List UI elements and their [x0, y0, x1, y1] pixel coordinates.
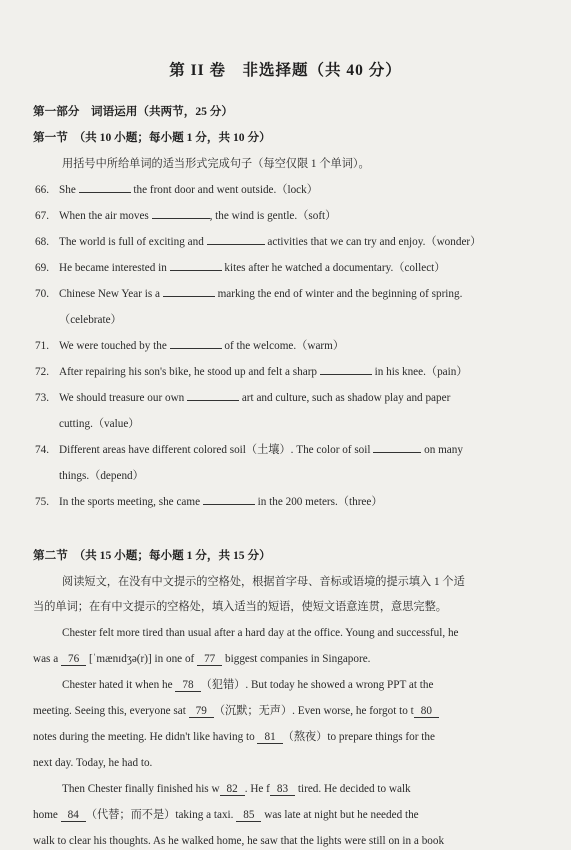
- question-text-before: We should treasure our own: [59, 392, 185, 404]
- passage-text: [ˈmænɪdʒə(r)] in one of: [88, 653, 195, 665]
- question-text-before: Chinese New Year is a: [59, 288, 160, 300]
- section2-instruction-line1: 阅读短文，在没有中文提示的空格处，根据首字母、音标或语境的提示填入 1 个适: [62, 576, 465, 588]
- passage-line: [33, 807, 419, 823]
- question-text-before: After repairing his son's bike, he stood up and felt a sharp: [59, 366, 318, 378]
- question-text-after: marking the end of winter and the beginning of spring.: [217, 288, 463, 300]
- section2-instruction-line2: 当的单词；在有中文提示的空格处，填入适当的短语，使短文语意连贯，意思完整。: [33, 601, 447, 613]
- question-70-continued: （celebrate）: [59, 314, 122, 326]
- passage-text: Then Chester finally finished his w: [62, 783, 220, 795]
- blank-78[interactable]: 78: [175, 679, 200, 692]
- answer-blank[interactable]: [203, 494, 255, 505]
- blank-83[interactable]: 83: [270, 783, 295, 796]
- part1-heading: 第一部分 词语运用（共两节，25 分）: [33, 105, 233, 118]
- question-68: [35, 234, 481, 250]
- question-text-after: in the 200 meters.（three）: [257, 496, 383, 508]
- passage-line: [33, 651, 370, 667]
- blank-85[interactable]: 85: [236, 809, 261, 822]
- question-number: 75.: [35, 496, 49, 508]
- question-text-before: He became interested in: [59, 262, 167, 274]
- question-text-before: When the air moves: [59, 210, 149, 222]
- passage-line: Chester felt more tired than usual after a hard day at the office. Young and successful, he: [62, 627, 459, 639]
- question-text-after: the front door and went outside.（lock）: [133, 184, 318, 196]
- question-number: 66.: [35, 184, 49, 196]
- question-number: 67.: [35, 210, 49, 222]
- passage-text: （沉默；无声）. Even worse, he forgot to t: [213, 705, 414, 717]
- blank-80[interactable]: 80: [414, 705, 439, 718]
- passage-text: was a: [33, 653, 59, 665]
- answer-blank[interactable]: [152, 208, 210, 219]
- question-text-after: in his knee.（pain）: [374, 366, 468, 378]
- blank-81[interactable]: 81: [257, 731, 282, 744]
- passage-text: notes during the meeting. He didn't like having to: [33, 731, 255, 743]
- page-title: 第 II 卷 非选择题（共 40 分）: [169, 62, 402, 79]
- passage-text: （代替；而不是）taking a taxi.: [85, 809, 234, 821]
- blank-84[interactable]: 84: [61, 809, 86, 822]
- answer-blank[interactable]: [207, 234, 265, 245]
- answer-blank[interactable]: [170, 260, 222, 271]
- question-text-before: She: [59, 184, 76, 196]
- question-72: [35, 364, 468, 380]
- passage-line: [33, 729, 435, 745]
- question-73: [35, 390, 450, 406]
- passage-line: [33, 703, 439, 719]
- answer-blank[interactable]: [373, 442, 421, 453]
- question-66: [35, 182, 318, 198]
- question-text-before: In the sports meeting, she came: [59, 496, 201, 508]
- question-text-after: on many: [424, 444, 463, 456]
- question-number: 69.: [35, 262, 49, 274]
- passage-line: next day. Today, he had to.: [33, 757, 153, 769]
- blank-77[interactable]: 77: [197, 653, 222, 666]
- answer-blank[interactable]: [163, 286, 215, 297]
- question-number: 70.: [35, 288, 49, 300]
- passage-line: [62, 781, 411, 797]
- passage-text: . He f: [244, 783, 270, 795]
- question-75: [35, 494, 383, 510]
- question-71: [35, 338, 344, 354]
- passage-text: biggest companies in Singapore.: [225, 653, 371, 665]
- answer-blank[interactable]: [187, 390, 239, 401]
- passage-line: walk to clear his thoughts. As he walked home, he saw that the lights were still on in a book: [33, 835, 445, 847]
- question-text-after: activities that we can try and enjoy.（wonder）: [267, 236, 482, 248]
- question-number: 68.: [35, 236, 49, 248]
- blank-79[interactable]: 79: [189, 705, 214, 718]
- section1-instruction: 用括号中所给单词的适当形式完成句子（每空仅限 1 个单词）。: [62, 158, 370, 170]
- question-74: [35, 442, 463, 458]
- blank-82[interactable]: 82: [220, 783, 245, 796]
- question-text-after: , the wind is gentle.（soft）: [209, 210, 337, 222]
- question-number: 71.: [35, 340, 49, 352]
- question-number: 72.: [35, 366, 49, 378]
- passage-line: [62, 677, 433, 693]
- section1-heading: 第一节 （共 10 小题；每小题 1 分，共 10 分）: [33, 131, 271, 144]
- question-70: [35, 286, 462, 302]
- answer-blank[interactable]: [320, 364, 372, 375]
- question-74-continued: things.（depend）: [59, 470, 144, 482]
- question-text-after: kites after he watched a documentary.（collect）: [224, 262, 446, 274]
- question-text-before: Different areas have different colored soil（土壤）. The color of soil: [59, 444, 371, 456]
- answer-blank[interactable]: [170, 338, 222, 349]
- passage-text: （熬夜）to prepare things for the: [282, 731, 435, 743]
- passage-text: meeting. Seeing this, everyone sat: [33, 705, 186, 717]
- question-text-after: of the welcome.（warm）: [224, 340, 345, 352]
- passage-text: （犯错）. But today he showed a wrong PPT at the: [200, 679, 434, 691]
- question-text-before: We were touched by the: [59, 340, 167, 352]
- section2-heading: 第二节 （共 15 小题；每小题 1 分，共 15 分）: [33, 549, 271, 562]
- question-67: [35, 208, 336, 224]
- question-number: 73.: [35, 392, 49, 404]
- question-73-continued: cutting.（value）: [59, 418, 140, 430]
- question-text-before: The world is full of exciting and: [59, 236, 204, 248]
- question-number: 74.: [35, 444, 49, 456]
- passage-text: tired. He decided to walk: [297, 783, 411, 795]
- passage-text: Chester hated it when he: [62, 679, 173, 691]
- question-text-after: art and culture, such as shadow play and paper: [241, 392, 451, 404]
- blank-76[interactable]: 76: [61, 653, 86, 666]
- passage-text: home: [33, 809, 58, 821]
- question-69: [35, 260, 445, 276]
- passage-text: was late at night but he needed the: [264, 809, 419, 821]
- answer-blank[interactable]: [79, 182, 131, 193]
